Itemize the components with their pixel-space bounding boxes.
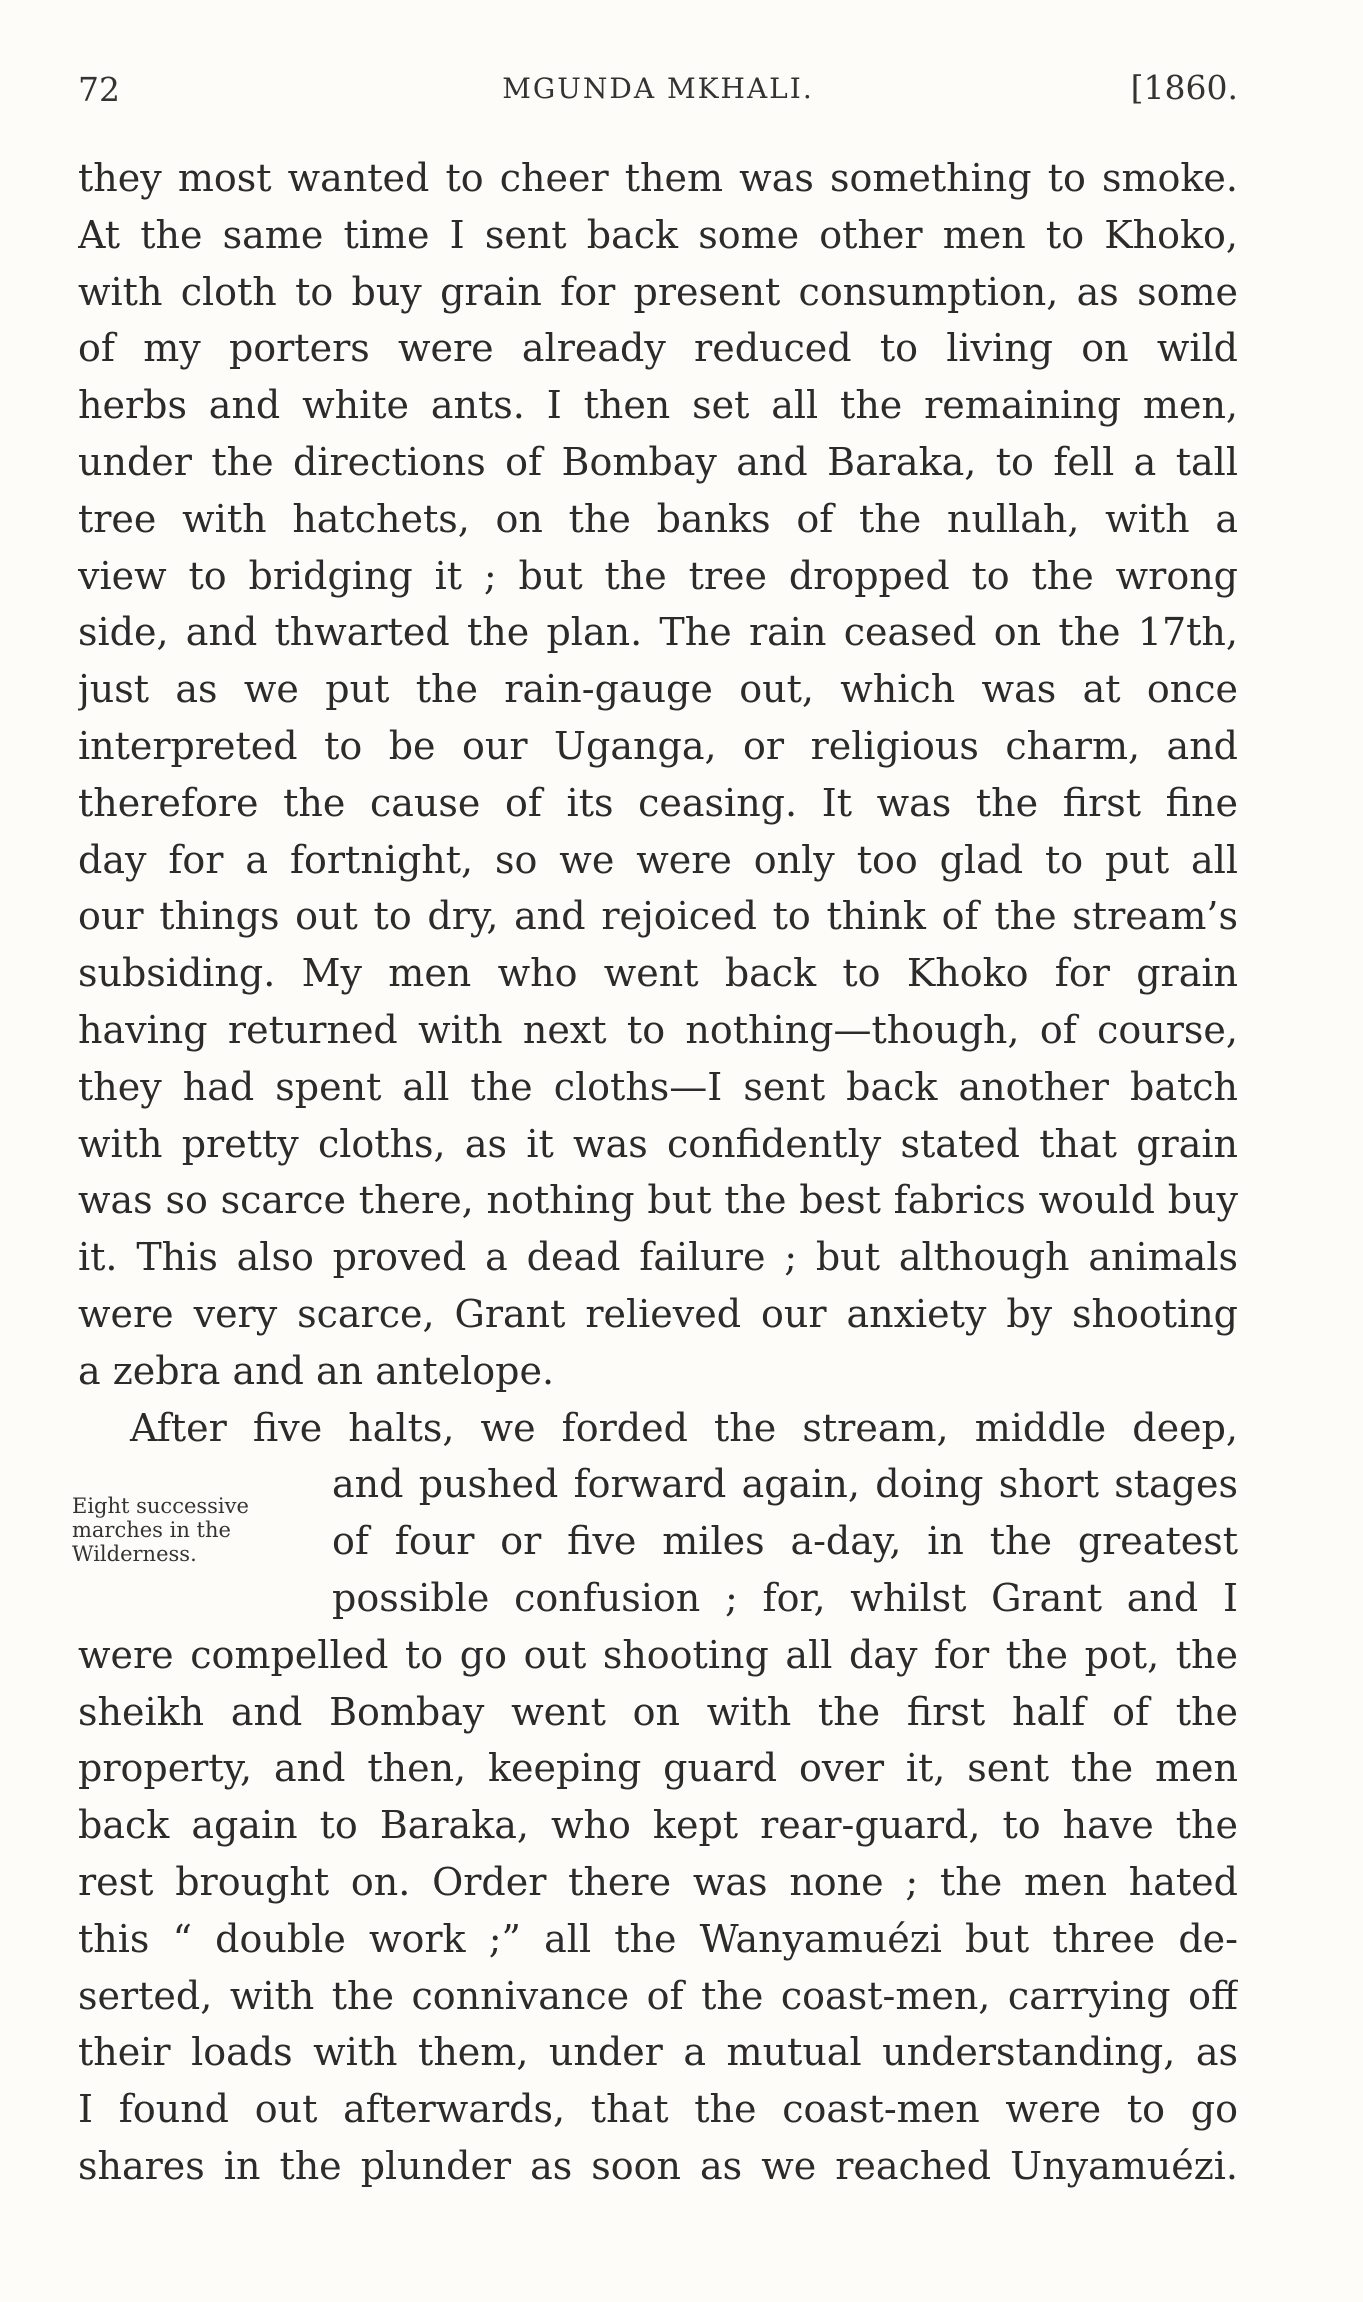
margin-note-line: Eight successive [72,1494,249,1518]
text-line: of my porters were already reduced to living on wild [78,326,1238,371]
text-line: with pretty cloths, as it was confidently stated that grain [78,1121,1238,1166]
text-line: property, and then, keeping guard over it, sent the men [78,1746,1238,1791]
text-line: it. This also proved a dead failure ; but although animals [78,1235,1238,1280]
body-text [78,150,1238,2195]
text-line: they had spent all the cloths—I sent back another batch [78,1064,1238,1109]
text-line: of four or five miles a-day, in the greatest [332,1519,1238,1564]
text-line: herbs and white ants. I then set all the remaining men, [78,383,1238,428]
text-line: tree with hatchets, on the banks of the nullah, with a [78,496,1238,541]
text-line: were very scarce, Grant relieved our anxiety by shooting [78,1291,1238,1336]
running-year: [1860. [1130,68,1238,107]
text-line: having returned with next to nothing—though, of course, [78,1007,1238,1052]
paragraph-start-line: After five halts, we forded the stream, middle deep, [130,1405,1238,1450]
text-line: day for a fortnight, so we were only too glad to put all [78,837,1238,882]
text-line: serted, with the connivance of the coast-men, carrying off [78,1973,1238,2018]
text-line: just as we put the rain-gauge out, which was at once [78,667,1238,712]
text-line: under the directions of Bombay and Baraka, to fell a tall [78,439,1238,484]
margin-note-line: marches in the [72,1518,231,1542]
text-line: rest brought on. Order there was none ; the men hated [78,1859,1238,1904]
text-line: was so scarce there, nothing but the best fabrics would buy [78,1178,1238,1223]
paragraph-end-line: a zebra and an antelope. [78,1348,555,1393]
text-line: their loads with them, under a mutual understanding, as [78,2030,1238,2075]
text-line: back again to Baraka, who kept rear-guard, to have the [78,1803,1238,1848]
margin-note-line: Wilderness. [72,1542,197,1566]
text-line: with cloth to buy grain for present consumption, as some [78,269,1238,314]
text-line: and pushed forward again, doing short stages [332,1462,1238,1507]
running-title: MGUNDA MKHALI. [502,72,814,105]
text-line: this “ double work ;” all the Wanyamuézi but three de- [78,1916,1238,1961]
text-line: subsiding. My men who went back to Khoko for grain [78,951,1238,996]
text-line: side, and thwarted the plan. The rain ceased on the 17th, [78,610,1238,655]
text-line: I found out afterwards, that the coast-men were to go [78,2087,1238,2132]
text-line: they most wanted to cheer them was something to smoke. [78,156,1238,200]
text-line: At the same time I sent back some other men to Khoko, [78,212,1238,257]
page-number: 72 [78,70,120,109]
text-line: our things out to dry, and rejoiced to think of the stream’s [78,894,1238,939]
text-line: possible confusion ; for, whilst Grant and I [332,1575,1238,1620]
text-line: interpreted to be our Uganga, or religious charm, and [78,723,1238,768]
running-header [78,64,1238,124]
text-line: shares in the plunder as soon as we reached Unyamuézi. [78,2143,1238,2188]
text-line: therefore the cause of its ceasing. It was the first fine [78,780,1238,825]
text-line: view to bridging it ; but the tree dropped to the wrong [78,553,1238,598]
text-line: were compelled to go out shooting all day for the pot, the [78,1632,1238,1677]
text-line: sheikh and Bombay went on with the first half of the [78,1689,1238,1734]
